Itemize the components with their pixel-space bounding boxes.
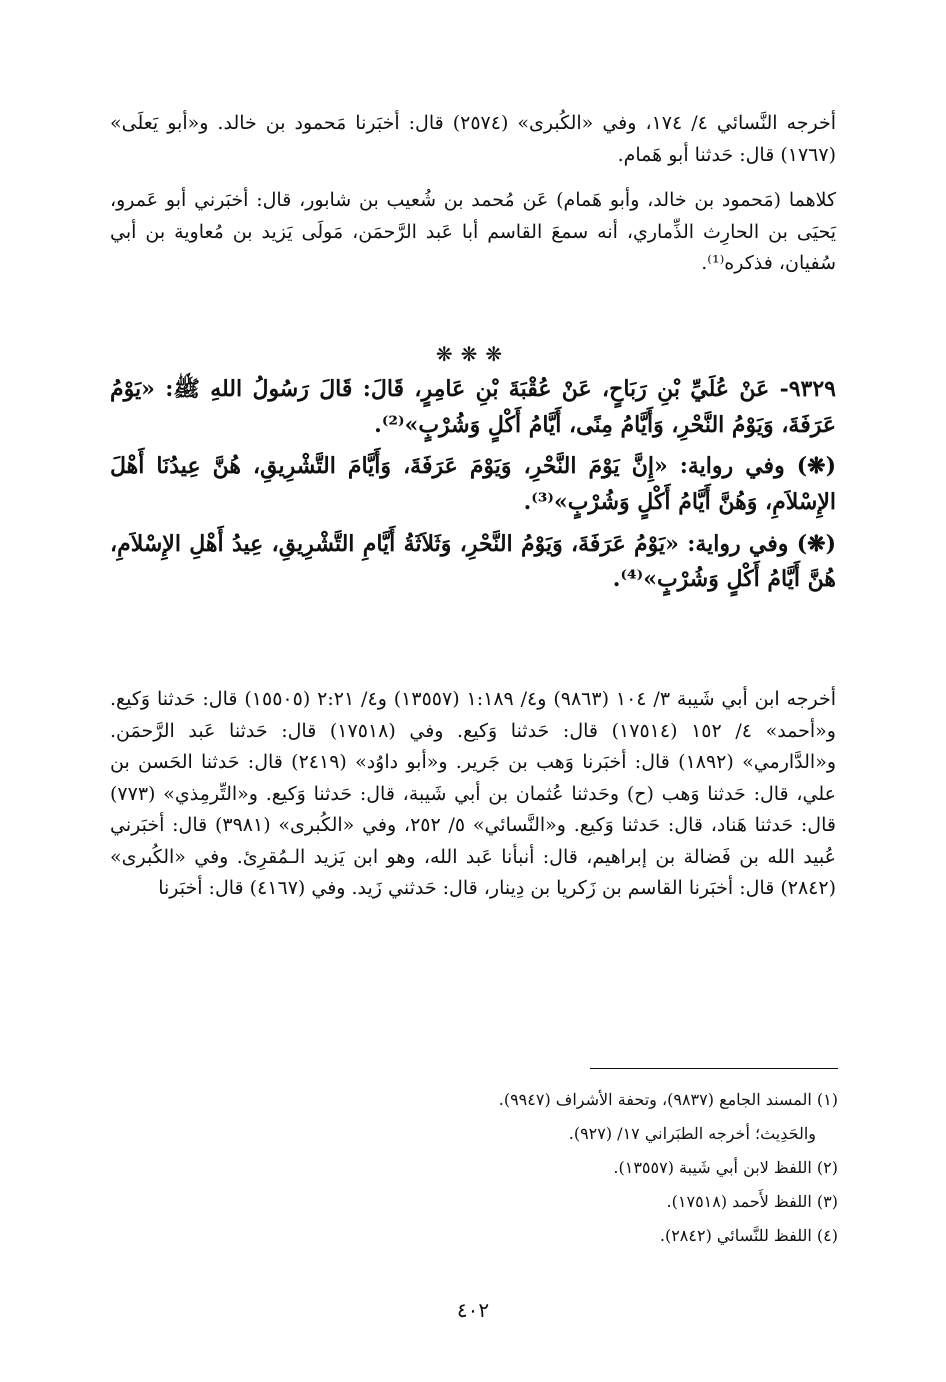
hadith-variant-2: (❋) وفي رواية: «يَوْمُ عَرَفَةَ، وَيَوْمُ النَّحْرِ، وَثَلاَثَةُ أَيَّامِ التَّشْرِيقِ، عِيدُ أَهْلِ الإِسْلاَمِ، هُنَّ أَيَّامُ أَكْلٍ وَشُرْبٍ»⁽⁴⁾.: [110, 530, 836, 593]
hadith-block: [110, 372, 836, 598]
footnote-1: (١) المسند الجامع (٩٨٣٧)، وتحفة الأشراف (٩٩٤٧).: [498, 1090, 838, 1109]
source-paragraph-1: أخرجه النَّسائي ٤/ ١٧٤، وفي «الكُبرى» (٢٥٧٤) قال: أخبَرنا مَحمود بن خالد. و«أبو يَعلَى» (١٧٦٧) قال: حَدثنا أبو هَمام.: [110, 112, 837, 166]
chain-paragraph: كلاهما (مَحمود بن خالد، وأبو هَمام) عَن مُحمد بن شُعيب بن شابور، قال: أخبَرني أبو عَمرو، يَحيَى بن الحارِث الذِّماري، أنه سمعَ القاسم أبا عَبد الرَّحمَن، مَولَى يَزيد بن مُعاوية بن أبي سُفيان، فذكره⁽¹⁾.: [110, 189, 836, 275]
footnote-4: (٤) اللفظ للنَّسائي (٢٨٤٢).: [659, 1225, 838, 1245]
footnotes: [118, 1083, 838, 1253]
page-number: ٤٠٢: [456, 1298, 490, 1322]
footnote-1-continuation: والحَدِيث؛ أخرجه الطبَراني ١٧/ (٩٢٧).: [568, 1123, 816, 1143]
hadith-main-text: ٩٣٢٩- عَنْ عُلَيِّ بْنِ رَبَاحٍ، عَنْ عُقْبَةَ بْنِ عَامِرٍ، قَالَ: قَالَ رَسُولُ اللهِ ﷺ: «يَوْمُ عَرَفَةَ، وَيَوْمُ النَّحْرِ، وَأَيَّامُ مِنًى، أَيَّامُ أَكْلٍ وَشُرْبٍ»⁽²⁾.: [110, 376, 836, 438]
main-text-top: [110, 108, 836, 280]
footnote-3: (٣) اللفظ لأَحمد (١٧٥١٨).: [666, 1191, 838, 1211]
section-divider-stars: ❋❋❋: [435, 342, 511, 366]
source-paragraph-2: أخرجه ابن أبي شَيبة ٣/ ١٠٤ (٩٨٦٣) و٤/ ١:١٨٩ (١٣٥٥٧) و٤/ ٢:٢١ (١٥٥٠٥) قال: حَدثنا وَكيع. و«أحمد» ٤/ ١٥٢ (١٧٥١٤) قال: حَدثنا وَكيع. وفي (١٧٥١٨) قال: حَدثنا عَبد الرَّحمَن. و«الدَّارمي» (١٨٩٢) قال: أخبَرنا وَهب بن جَرير. و«أبو داوُد» (٢٤١٩) قال: حَدثنا الحَسن بن علي، قال: حَدثنا وَهب (ح) وحَدثنا عُثمان بن أبي شَيبة، قال: حَدثنا وَكيع. و«التِّرمِذي» (٧٧٣) قال: حَدثنا هَناد، قال: حَدثنا وَكيع. و«النَّسائي» ٥/ ٢٥٢، وفي «الكُبرى» (٣٩٨١) قال: أخبَرني عُبيد الله بن فَضالة بن إبراهيم، قال: أنبأنا عَبد الله، وهو ابن يَزيد الـمُقرِئ. وفي «الكُبرى» (٢٨٤٢) قال: أخبَرنا القاسم بن زَكريا بن دِينار، قال: حَدثني زَيد. وفي (٤١٦٧) قال: أخبَرنا: [110, 688, 837, 900]
hadith-variant-1: (❋) وفي رواية: «إِنَّ يَوْمَ النَّحْرِ، وَيَوْمَ عَرَفَةَ، وَأَيَّامَ التَّشْرِيقِ، هُنَّ عِيدُنَا أَهْلَ الإِسْلاَمِ، وَهُنَّ أَيَّامُ أَكْلٍ وَشُرْبٍ»⁽³⁾.: [110, 453, 836, 515]
footnote-2: (٢) اللفظ لابن أبي شَيبة (١٣٥٥٧).: [613, 1157, 838, 1177]
main-text-bottom: [110, 684, 836, 905]
footnote-separator: [590, 1068, 838, 1069]
